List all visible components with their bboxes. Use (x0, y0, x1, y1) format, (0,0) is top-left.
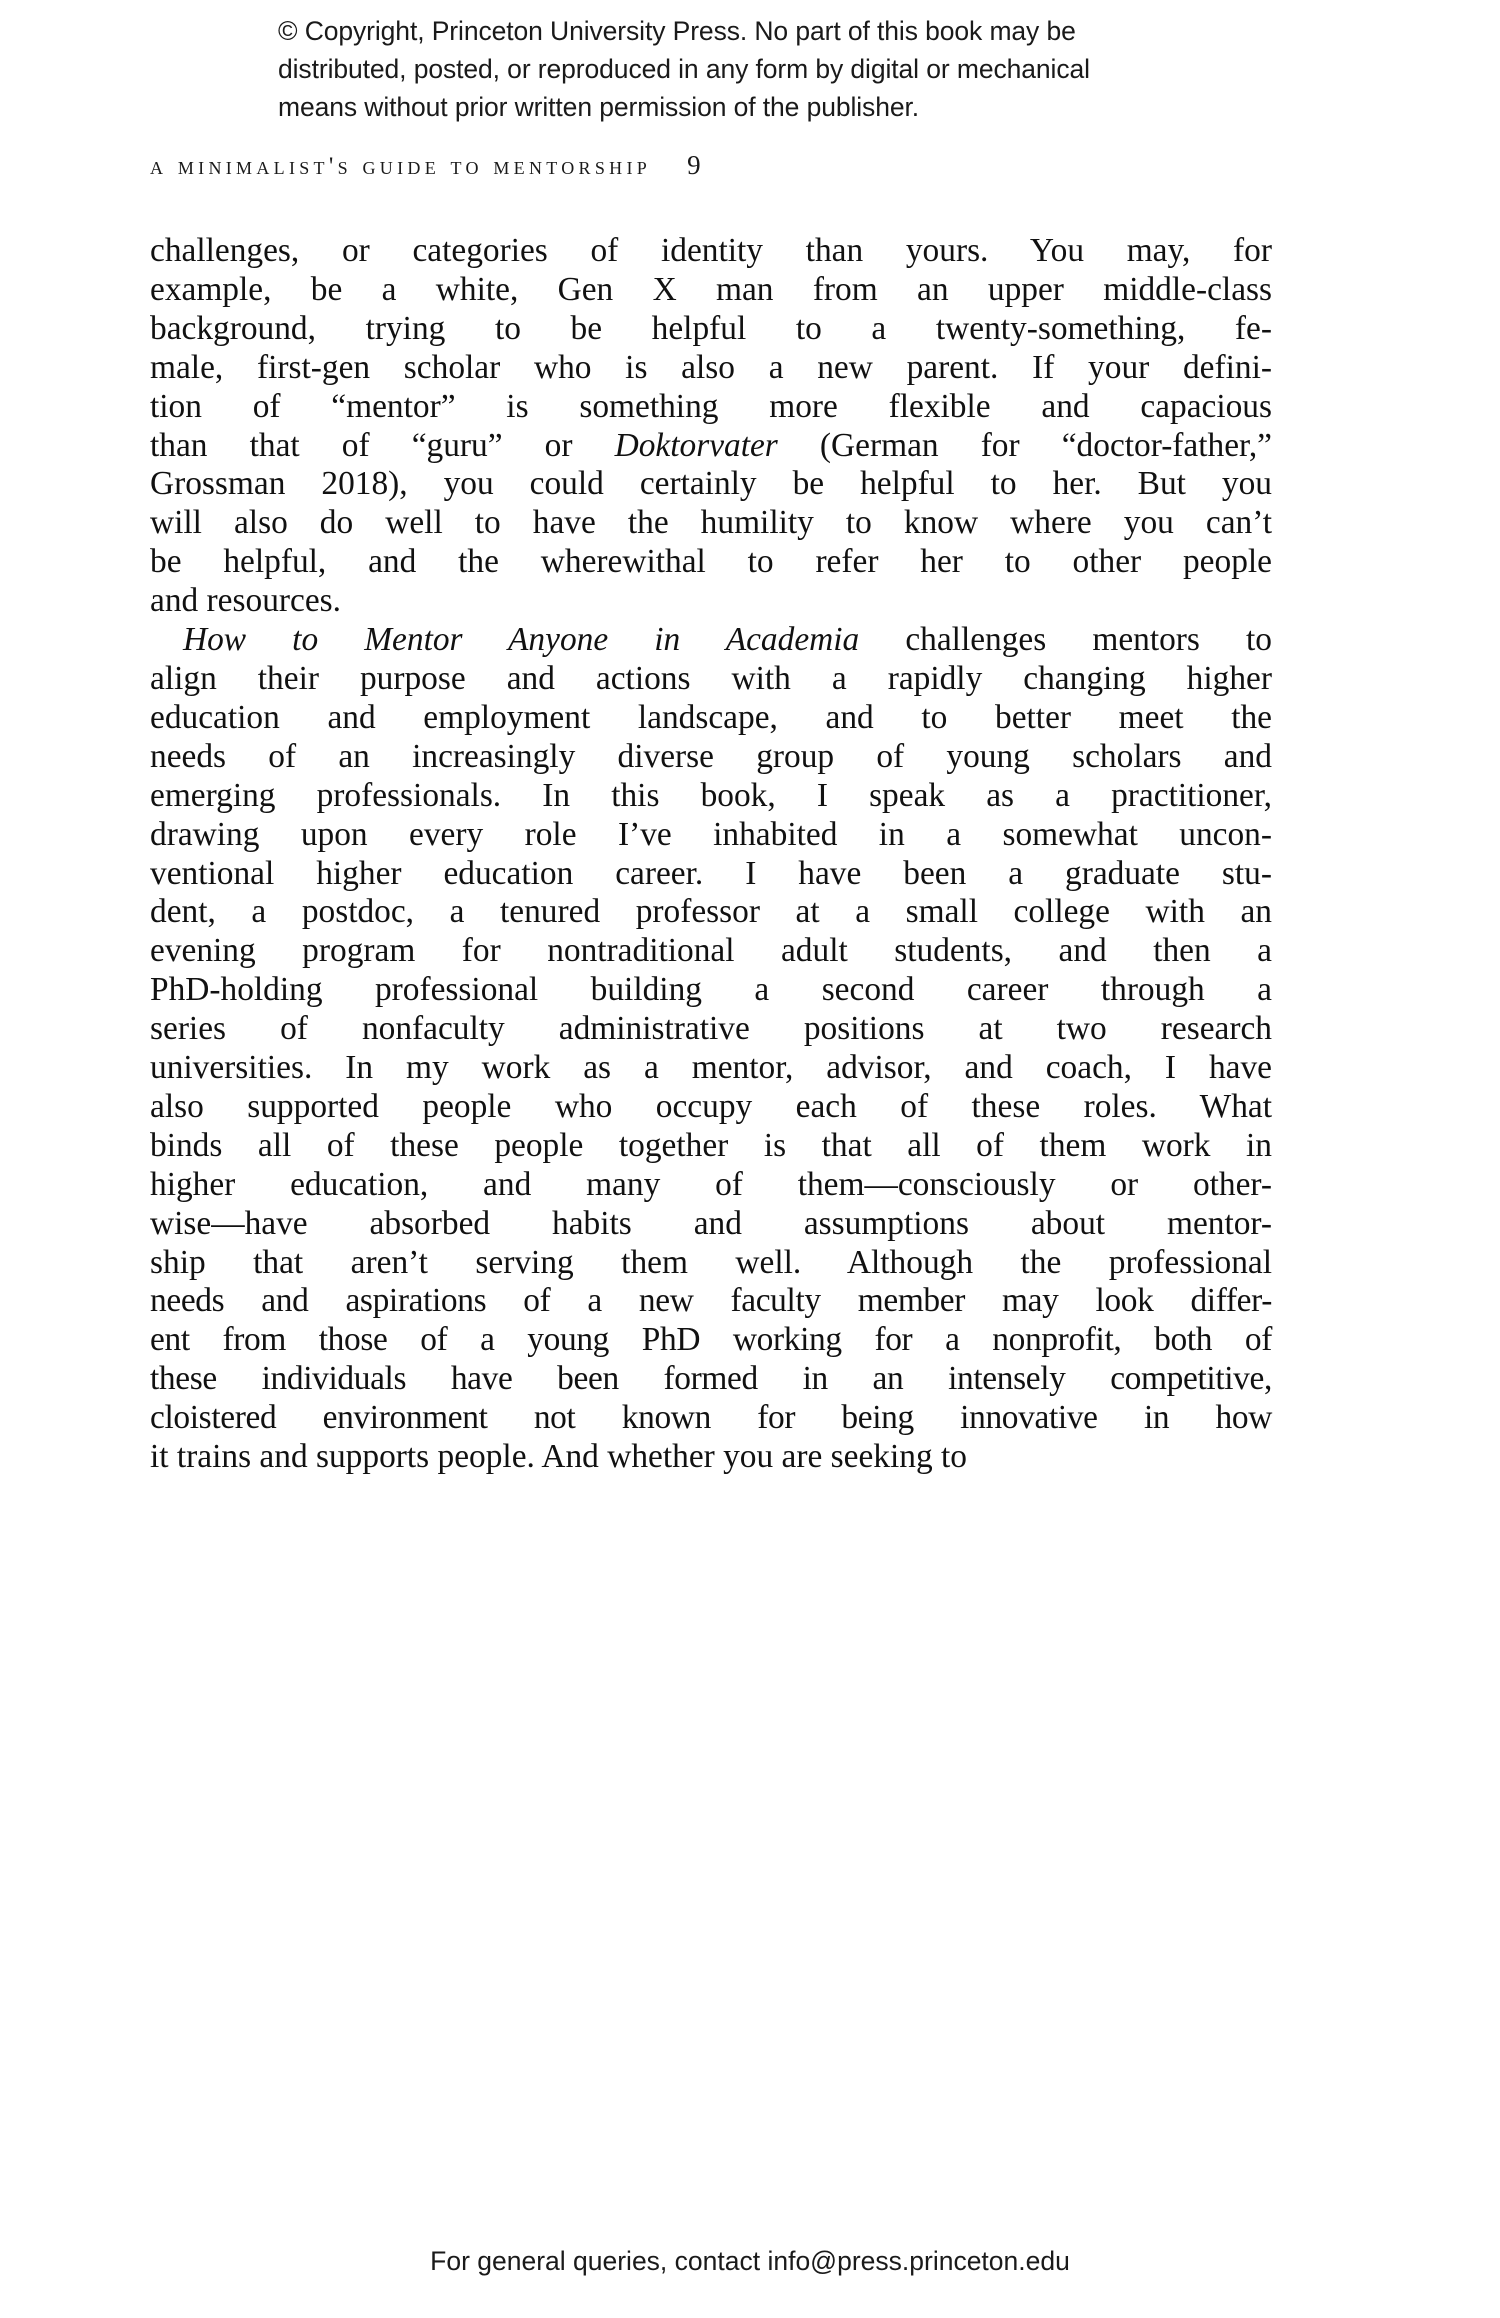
text-line: ship that aren’t serving them well. Although the professional (150, 1243, 1272, 1281)
text-segment: challenges mentors to (859, 621, 1272, 659)
text-line: universities. In my work as a mentor, advisor, and coach, I have (150, 1049, 1272, 1087)
copyright-line: distributed, posted, or reproduced in any form by digital or mechanical (278, 54, 1090, 84)
text-line: also supported people who occupy each of these roles. What (150, 1087, 1272, 1125)
text-line: higher education, and many of them—consciously or other- (150, 1165, 1272, 1203)
paragraph-2 (150, 621, 1272, 1477)
text-line: male, first-gen scholar who is also a new parent. If your defini- (150, 348, 1272, 386)
text-line: these individuals have been formed in an intensely competitive, (150, 1360, 1272, 1398)
text-line: tion of “mentor” is something more flexible and capacious (150, 387, 1272, 425)
text-line-with-italic (150, 621, 1272, 660)
paragraph-1 (150, 232, 1272, 621)
book-title-italic: How to Mentor Anyone in Academia (183, 621, 860, 659)
footer-queries-line (0, 2246, 1500, 2277)
text-segment: (German for “doctor-father,” (777, 426, 1272, 464)
text-line: it trains and supports people. And whether you are seeking to (150, 1438, 967, 1476)
text-line: binds all of these people together is that all of them work in (150, 1126, 1272, 1164)
text-line: PhD-holding professional building a second career through a (150, 971, 1272, 1009)
copyright-notice (278, 12, 1218, 126)
text-line: Grossman 2018), you could certainly be helpful to her. But you (150, 465, 1272, 503)
text-line: example, be a white, Gen X man from an upper middle-class (150, 270, 1272, 308)
text-line: dent, a postdoc, a tenured professor at a small college with an (150, 893, 1272, 931)
page-number: 9 (687, 150, 701, 180)
text-line: wise—have absorbed habits and assumptions about mentor- (150, 1204, 1272, 1242)
text-line-with-italic (150, 427, 1272, 466)
running-head (150, 150, 1270, 181)
running-head-title: a minimalist's guide to mentorship (150, 153, 652, 180)
text-segment: than that of “guru” or (150, 426, 615, 464)
text-line: education and employment landscape, and to better meet the (150, 698, 1272, 736)
text-line: and resources. (150, 582, 341, 620)
page-body (150, 232, 1272, 1477)
text-line: challenges, or categories of identity than yours. You may, for (150, 232, 1272, 269)
text-line: ent from those of a young PhD working for a nonprofit, both of (150, 1321, 1272, 1359)
text-line: ventional higher education career. I have been a graduate stu- (150, 854, 1272, 892)
text-line: cloistered environment not known for being innovative in how (150, 1399, 1272, 1437)
copyright-line: © Copyright, Princeton University Press. No part of this book may be (278, 16, 1076, 46)
text-line: evening program for nontraditional adult students, and then a (150, 932, 1272, 970)
copyright-line: means without prior written permission of the publisher. (278, 92, 920, 122)
text-line: needs of an increasingly diverse group of young scholars and (150, 737, 1272, 775)
text-line: drawing upon every role I’ve inhabited in a somewhat uncon- (150, 815, 1272, 853)
text-line: background, trying to be helpful to a twenty-something, fe- (150, 309, 1272, 347)
text-line: will also do well to have the humility to know where you can’t (150, 504, 1272, 542)
text-line: align their purpose and actions with a rapidly changing higher (150, 659, 1272, 697)
foreign-term-italic: Doktorvater (614, 426, 778, 464)
text-line: series of nonfaculty administrative positions at two research (150, 1010, 1272, 1048)
text-line: emerging professionals. In this book, I speak as a practitioner, (150, 776, 1272, 814)
text-line: be helpful, and the wherewithal to refer her to other people (150, 543, 1272, 581)
text-line: needs and aspirations of a new faculty member may look differ- (150, 1282, 1272, 1320)
footer-text: For general queries, contact info@press.princeton.edu (430, 2246, 1070, 2276)
